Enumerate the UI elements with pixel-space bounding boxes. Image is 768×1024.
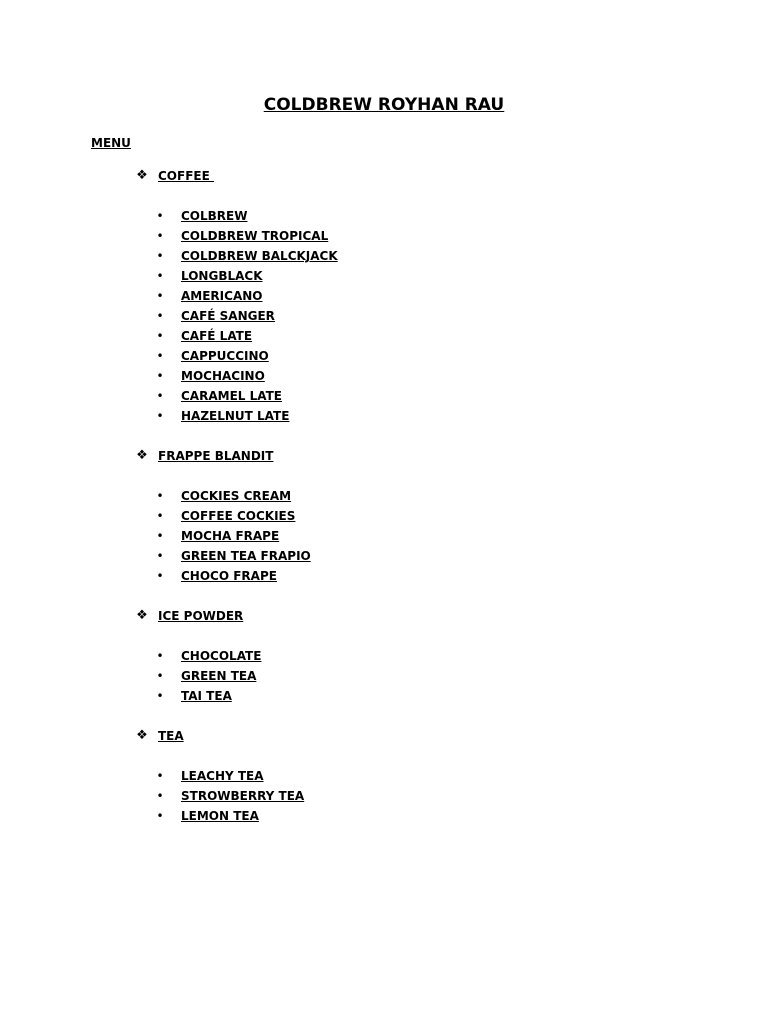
list-item — [0, 266, 768, 286]
list-item — [0, 526, 768, 546]
list-item — [0, 286, 768, 306]
bullet-icon: • — [156, 569, 164, 583]
list-item — [0, 306, 768, 326]
section-label: COFFEE — [158, 169, 214, 183]
bullet-icon: • — [156, 349, 164, 363]
bullet-icon: • — [156, 669, 164, 683]
item-label: CAFÉ SANGER — [181, 309, 275, 323]
item-label: GREEN TEA FRAPIO — [181, 549, 311, 563]
bullet-icon: • — [156, 649, 164, 663]
page-title: COLDBREW ROYHAN RAU — [263, 95, 505, 115]
item-label: MOCHACINO — [181, 369, 265, 383]
list-item — [0, 546, 768, 566]
menu-section-ice-powder — [0, 606, 768, 706]
section-heading — [0, 726, 768, 746]
list-item — [0, 346, 768, 366]
list-item — [0, 206, 768, 226]
section-label: ICE POWDER — [158, 609, 244, 623]
item-label: CAFÉ LATE — [181, 329, 253, 343]
list-item — [0, 246, 768, 266]
list-item — [0, 686, 768, 706]
list-item — [0, 386, 768, 406]
diamond-bullet-icon: ❖ — [136, 608, 148, 623]
menu-section-tea — [0, 726, 768, 826]
item-label: HAZELNUT LATE — [181, 409, 290, 423]
list-item — [0, 646, 768, 666]
bullet-icon: • — [156, 509, 164, 523]
section-item-list — [0, 646, 768, 706]
item-label: COFFEE COCKIES — [181, 509, 296, 523]
section-heading — [0, 166, 768, 186]
diamond-bullet-icon: ❖ — [136, 448, 148, 463]
item-label: CAPPUCCINO — [181, 349, 269, 363]
list-item — [0, 806, 768, 826]
item-label: COLDBREW BALCKJACK — [181, 249, 338, 263]
item-label: COLBREW — [181, 209, 248, 223]
bullet-icon: • — [156, 549, 164, 563]
bullet-icon: • — [156, 329, 164, 343]
item-label: LONGBLACK — [181, 269, 263, 283]
menu-heading: MENU — [91, 136, 131, 150]
list-item — [0, 226, 768, 246]
bullet-icon: • — [156, 369, 164, 383]
section-item-list — [0, 486, 768, 586]
item-label: MOCHA FRAPE — [181, 529, 280, 543]
bullet-icon: • — [156, 769, 164, 783]
item-label: TAI TEA — [181, 689, 232, 703]
bullet-icon: • — [156, 209, 164, 223]
bullet-icon: • — [156, 309, 164, 323]
item-label: LEMON TEA — [181, 809, 259, 823]
item-label: LEACHY TEA — [181, 769, 264, 783]
item-label: CARAMEL LATE — [181, 389, 282, 403]
menu-sections — [0, 166, 768, 826]
section-item-list — [0, 766, 768, 826]
bullet-icon: • — [156, 289, 164, 303]
list-item — [0, 406, 768, 426]
item-label: COLDBREW TROPICAL — [181, 229, 329, 243]
item-label: AMERICANO — [181, 289, 263, 303]
list-item — [0, 486, 768, 506]
bullet-icon: • — [156, 229, 164, 243]
list-item — [0, 786, 768, 806]
list-item — [0, 666, 768, 686]
list-item — [0, 566, 768, 586]
item-label: CHOCOLATE — [181, 649, 262, 663]
menu-section-coffee — [0, 166, 768, 426]
list-item — [0, 366, 768, 386]
diamond-bullet-icon: ❖ — [136, 168, 148, 183]
bullet-icon: • — [156, 389, 164, 403]
section-label: TEA — [158, 729, 184, 743]
item-label: CHOCO FRAPE — [181, 569, 277, 583]
bullet-icon: • — [156, 689, 164, 703]
bullet-icon: • — [156, 409, 164, 423]
section-label: FRAPPE BLANDIT — [158, 449, 274, 463]
bullet-icon: • — [156, 529, 164, 543]
section-heading — [0, 446, 768, 466]
list-item — [0, 506, 768, 526]
section-item-list — [0, 206, 768, 426]
list-item — [0, 326, 768, 346]
item-label: STROWBERRY TEA — [181, 789, 305, 803]
item-label: COCKIES CREAM — [181, 489, 292, 503]
bullet-icon: • — [156, 249, 164, 263]
menu-section-frappe — [0, 446, 768, 586]
bullet-icon: • — [156, 489, 164, 503]
bullet-icon: • — [156, 789, 164, 803]
diamond-bullet-icon: ❖ — [136, 728, 148, 743]
list-item — [0, 766, 768, 786]
bullet-icon: • — [156, 269, 164, 283]
bullet-icon: • — [156, 809, 164, 823]
item-label: GREEN TEA — [181, 669, 257, 683]
section-heading — [0, 606, 768, 626]
